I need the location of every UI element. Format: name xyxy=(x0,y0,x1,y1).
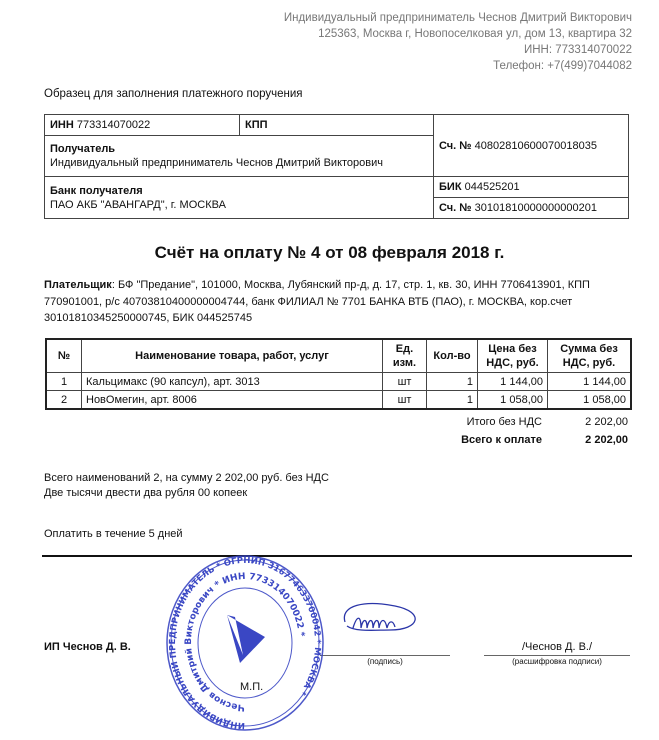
table-row xyxy=(46,373,631,391)
payer-info xyxy=(44,277,604,327)
signature-line xyxy=(320,655,450,656)
stamp-outer-text: ИНДИВИДУАЛЬНЫЙ ПРЕДПРИНИМАТЕЛЬ * ОГРНИП 316774633700042 * МОСКВА * xyxy=(168,555,323,731)
col-header-price: Цена без НДС, руб. xyxy=(478,339,548,373)
recipient-label: Получатель xyxy=(50,143,116,155)
bank-value: ПАО АКБ "АВАНГАРД", г. МОСКВА xyxy=(50,198,226,211)
summary xyxy=(44,471,329,501)
stamp-place-label: М.П. xyxy=(240,681,264,693)
bik-value: 044525201 xyxy=(464,181,520,193)
account-value: 40802810600070018035 xyxy=(474,139,597,152)
seller-phone: Телефон: +7(499)7044082 xyxy=(493,60,632,72)
bank-label: Банк получателя xyxy=(50,184,143,197)
bik-label: БИК xyxy=(439,181,462,193)
cell-name: Кальцимакс (90 капсул), арт. 3013 xyxy=(82,373,383,391)
decoded-caption: (расшифровка подписи) xyxy=(512,657,602,666)
seller-inn: ИНН: 773314070022 xyxy=(523,44,632,56)
seller-address: 125363, Москва г, Новопоселковая ул, дом 13, квартира 32 xyxy=(318,28,632,40)
corr-account-value: 30101810000000000201 xyxy=(474,202,597,214)
subtotal-label: Итого без НДС xyxy=(466,416,542,428)
summary-count: Всего наименований 2, на сумму 2 202,00 руб. без НДС xyxy=(44,472,329,484)
recipient-value: Индивидуальный предприниматель Чеснов Дмитрий Викторович xyxy=(50,157,383,169)
cell-name: НовОмегин, арт. 8006 xyxy=(82,391,383,410)
sample-caption: Образец для заполнения платежного поручения xyxy=(44,88,303,100)
col-header-sum: Сумма без НДС, руб. xyxy=(548,339,632,373)
decoded-line xyxy=(484,655,630,656)
col-header-unit: Ед. изм. xyxy=(383,339,427,373)
cell-number: 1 xyxy=(46,373,82,391)
table-header-row xyxy=(46,339,631,373)
corr-account-label: Сч. № xyxy=(439,202,472,214)
cell-number: 2 xyxy=(46,391,82,410)
total-label: Всего к оплате xyxy=(461,434,542,446)
cell-unit: шт xyxy=(383,373,427,391)
signer-name: ИП Чеснов Д. В. xyxy=(44,641,131,653)
company-stamp xyxy=(165,555,325,735)
stamp-inner-text: Чеснов Дмитрий Викторович * ИНН 773314070022 * xyxy=(184,571,306,713)
signature-caption: (подпись) xyxy=(367,657,403,666)
cell-qty: 1 xyxy=(427,391,478,410)
divider xyxy=(42,555,632,557)
subtotal-value: 2 202,00 xyxy=(585,416,628,428)
cell-sum: 1 058,00 xyxy=(548,391,632,410)
payment-terms: Оплатить в течение 5 дней xyxy=(44,528,183,540)
table-row xyxy=(46,391,631,410)
cell-price: 1 058,00 xyxy=(478,391,548,410)
account-label: Сч. № xyxy=(439,139,472,152)
items-table xyxy=(45,338,632,410)
col-header-number: № xyxy=(46,339,82,373)
seller-header xyxy=(284,10,632,74)
inn-value: 773314070022 xyxy=(76,119,151,131)
col-header-qty: Кол-во xyxy=(427,339,478,373)
inn-label: ИНН xyxy=(50,119,74,131)
decoded-name: /Чеснов Д. В./ xyxy=(521,641,593,653)
summary-words: Две тысячи двести два рубля 00 копеек xyxy=(44,487,248,499)
payer-text: : БФ "Предание", 101000, Москва, Лубянский пр-д, д. 17, стр. 1, кв. 30, ИНН 7706413901, КПП 770901001, р/с 40703810400000004744, банк ФИЛИАЛ № 7701 БАНКА ВТБ (ПАО), г. МОСКВА, кор.счет 30101810345250000745, БИК 044525745 xyxy=(44,279,590,324)
col-header-name: Наименование товара, работ, услуг xyxy=(82,339,383,373)
total-value: 2 202,00 xyxy=(585,434,628,446)
cell-price: 1 144,00 xyxy=(478,373,548,391)
payer-label: Плательщик xyxy=(44,279,112,291)
bank-details-table xyxy=(44,114,629,219)
invoice-title: Счёт на оплату № 4 от 08 февраля 2018 г. xyxy=(154,243,505,262)
stamp-logo-icon xyxy=(227,615,265,663)
handwritten-signature xyxy=(335,600,425,640)
kpp-label: КПП xyxy=(245,119,268,131)
cell-unit: шт xyxy=(383,391,427,410)
seller-name: Индивидуальный предприниматель Чеснов Дмитрий Викторович xyxy=(283,12,632,24)
cell-sum: 1 144,00 xyxy=(548,373,632,391)
cell-qty: 1 xyxy=(427,373,478,391)
